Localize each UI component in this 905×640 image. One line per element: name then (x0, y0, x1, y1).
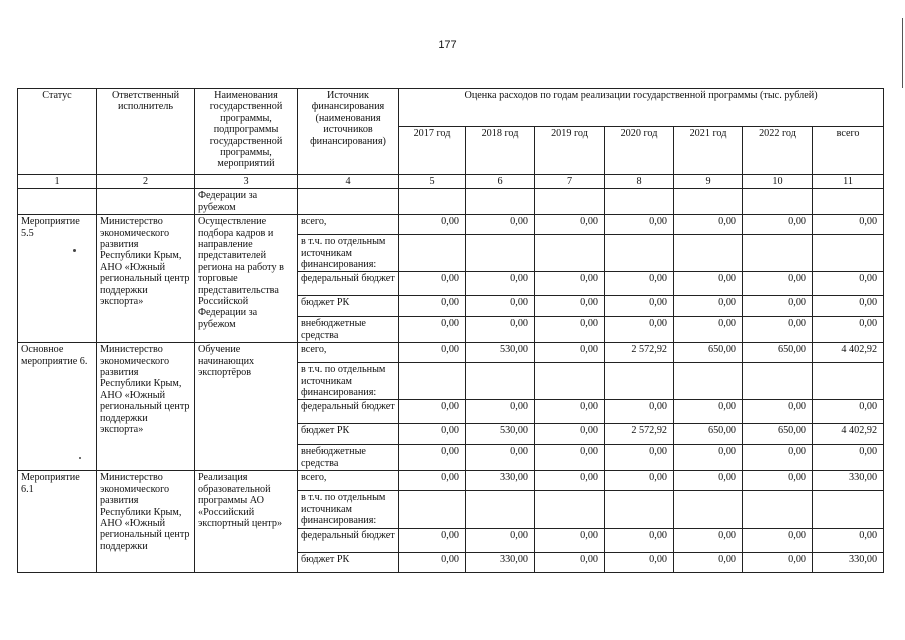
value-cell: 0,00 (466, 445, 535, 471)
value-cell: 650,00 (674, 424, 743, 445)
value-cell: 0,00 (743, 471, 813, 491)
value-cell: 0,00 (535, 317, 605, 343)
value-cell: 0,00 (399, 272, 466, 296)
value-cell: 0,00 (399, 552, 466, 572)
value-cell: 0,00 (605, 215, 674, 235)
value-cell: 330,00 (813, 552, 884, 572)
header-year: 2021 год (674, 127, 743, 175)
value-cell: 0,00 (743, 296, 813, 317)
source-rk: бюджет РК (298, 424, 399, 445)
value-cell: 2 572,92 (605, 424, 674, 445)
value-cell: 0,00 (605, 296, 674, 317)
value-cell: 650,00 (674, 343, 743, 363)
value-cell: 0,00 (813, 215, 884, 235)
value-cell: 0,00 (813, 528, 884, 552)
value-cell: 0,00 (605, 445, 674, 471)
value-cell: 0,00 (399, 471, 466, 491)
value-cell: 0,00 (674, 552, 743, 572)
value-cell: 0,00 (674, 445, 743, 471)
executor-cell: Министерство экономического развития Республики Крым, АНО «Южный региональный центр поддержки (97, 471, 195, 572)
value-cell: 0,00 (674, 471, 743, 491)
value-cell: 0,00 (399, 528, 466, 552)
table-row (18, 471, 884, 491)
column-number: 1 (18, 175, 97, 189)
column-number: 10 (743, 175, 813, 189)
value-cell: 650,00 (743, 424, 813, 445)
source-extra: внебюджетные средства (298, 445, 399, 471)
column-number: 2 (97, 175, 195, 189)
source-federal: федеральный бюджет (298, 272, 399, 296)
value-cell: 0,00 (535, 528, 605, 552)
source-extra: внебюджетные средства (298, 317, 399, 343)
header-year: 2019 год (535, 127, 605, 175)
value-cell: 0,00 (535, 215, 605, 235)
source-incl: в т.ч. по отдельным источникам финансирования: (298, 235, 399, 272)
header-year: 2020 год (605, 127, 674, 175)
value-cell: 0,00 (399, 296, 466, 317)
page-number: 177 (438, 39, 457, 51)
value-cell: 0,00 (743, 215, 813, 235)
value-cell: 0,00 (535, 400, 605, 424)
value-cell: 0,00 (535, 296, 605, 317)
header-year: 2022 год (743, 127, 813, 175)
value-cell: 0,00 (674, 272, 743, 296)
header-executor: Ответственный исполнитель (97, 89, 195, 175)
column-number: 9 (674, 175, 743, 189)
executor-cell: Министерство экономического развития Республики Крым, АНО «Южный региональный центр поддержки экспорта» (97, 215, 195, 343)
value-cell: 2 572,92 (605, 343, 674, 363)
value-cell: 0,00 (743, 445, 813, 471)
value-cell: 0,00 (674, 528, 743, 552)
value-cell: 0,00 (743, 272, 813, 296)
source-total: всего, (298, 343, 399, 363)
value-cell: 0,00 (605, 528, 674, 552)
name-cell: Осуществление подбора кадров и направление представителей региона на работу в торговые представительства Российской Федерации за рубежом (195, 215, 298, 343)
value-cell: 0,00 (466, 272, 535, 296)
scan-speck (79, 457, 81, 459)
scan-edge-line (902, 18, 903, 88)
value-cell: 0,00 (466, 528, 535, 552)
value-cell: 0,00 (466, 296, 535, 317)
source-federal: федеральный бюджет (298, 528, 399, 552)
value-cell: 0,00 (605, 317, 674, 343)
value-cell: 0,00 (605, 471, 674, 491)
value-cell: 0,00 (674, 215, 743, 235)
scan-speck (73, 249, 76, 252)
value-cell: 0,00 (535, 343, 605, 363)
column-number: 5 (399, 175, 466, 189)
value-cell: 0,00 (399, 215, 466, 235)
value-cell: 4 402,92 (813, 424, 884, 445)
value-cell: 0,00 (813, 296, 884, 317)
source-rk: бюджет РК (298, 552, 399, 572)
header-status: Статус (18, 89, 97, 175)
value-cell: 0,00 (466, 215, 535, 235)
executor-cell: Министерство экономического развития Республики Крым, АНО «Южный региональный центр поддержки экспорта» (97, 343, 195, 471)
budget-table (17, 88, 884, 573)
value-cell: 0,00 (535, 424, 605, 445)
source-total: всего, (298, 471, 399, 491)
value-cell: 4 402,92 (813, 343, 884, 363)
source-rk: бюджет РК (298, 296, 399, 317)
value-cell: 0,00 (743, 528, 813, 552)
value-cell: 0,00 (813, 445, 884, 471)
source-federal: федеральный бюджет (298, 400, 399, 424)
name-cell: Реализация образовательной программы АО «Российский экспортный центр» (195, 471, 298, 572)
column-number: 4 (298, 175, 399, 189)
column-number: 8 (605, 175, 674, 189)
header-estimate: Оценка расходов по годам реализации государственной программы (тыс. рублей) (399, 89, 884, 127)
value-cell: 0,00 (466, 400, 535, 424)
column-number: 6 (466, 175, 535, 189)
value-cell: 330,00 (813, 471, 884, 491)
value-cell: 0,00 (743, 317, 813, 343)
value-cell: 0,00 (813, 400, 884, 424)
value-cell: 0,00 (674, 296, 743, 317)
name-cell: Обучение начинающих экспортёров (195, 343, 298, 471)
value-cell: 0,00 (535, 272, 605, 296)
value-cell: 0,00 (605, 272, 674, 296)
header-total: всего (813, 127, 884, 175)
column-number: 7 (535, 175, 605, 189)
table-row (18, 343, 884, 363)
value-cell: 0,00 (466, 317, 535, 343)
header-year: 2018 год (466, 127, 535, 175)
value-cell: 0,00 (743, 400, 813, 424)
status-cell: Основное мероприятие 6. (18, 343, 97, 471)
value-cell: 0,00 (399, 317, 466, 343)
value-cell: 0,00 (674, 317, 743, 343)
value-cell: 0,00 (743, 552, 813, 572)
value-cell: 0,00 (399, 400, 466, 424)
value-cell: 0,00 (399, 445, 466, 471)
value-cell: 530,00 (466, 343, 535, 363)
value-cell: 0,00 (605, 552, 674, 572)
value-cell: 0,00 (813, 317, 884, 343)
header-year: 2017 год (399, 127, 466, 175)
source-total: всего, (298, 215, 399, 235)
source-incl: в т.ч. по отдельным источникам финансирования: (298, 491, 399, 528)
column-number: 3 (195, 175, 298, 189)
continuation-text: Федерации за рубежом (195, 189, 298, 215)
value-cell: 0,00 (535, 445, 605, 471)
value-cell: 530,00 (466, 424, 535, 445)
value-cell: 0,00 (605, 400, 674, 424)
header-funding-source: Источник финансирования (наименования источников финансирования) (298, 89, 399, 175)
value-cell: 0,00 (535, 471, 605, 491)
column-number: 11 (813, 175, 884, 189)
status-cell: Мероприятие 5.5 (18, 215, 97, 343)
table-row (18, 215, 884, 235)
value-cell: 0,00 (399, 424, 466, 445)
value-cell: 0,00 (399, 343, 466, 363)
status-cell: Мероприятие 6.1 (18, 471, 97, 572)
header-program-names: Наименования государственной программы, подпрограммы государственной программы, мероприятий (195, 89, 298, 175)
value-cell: 0,00 (813, 272, 884, 296)
value-cell: 0,00 (535, 552, 605, 572)
value-cell: 330,00 (466, 471, 535, 491)
source-incl: в т.ч. по отдельным источникам финансирования: (298, 363, 399, 400)
value-cell: 650,00 (743, 343, 813, 363)
value-cell: 330,00 (466, 552, 535, 572)
value-cell: 0,00 (674, 400, 743, 424)
